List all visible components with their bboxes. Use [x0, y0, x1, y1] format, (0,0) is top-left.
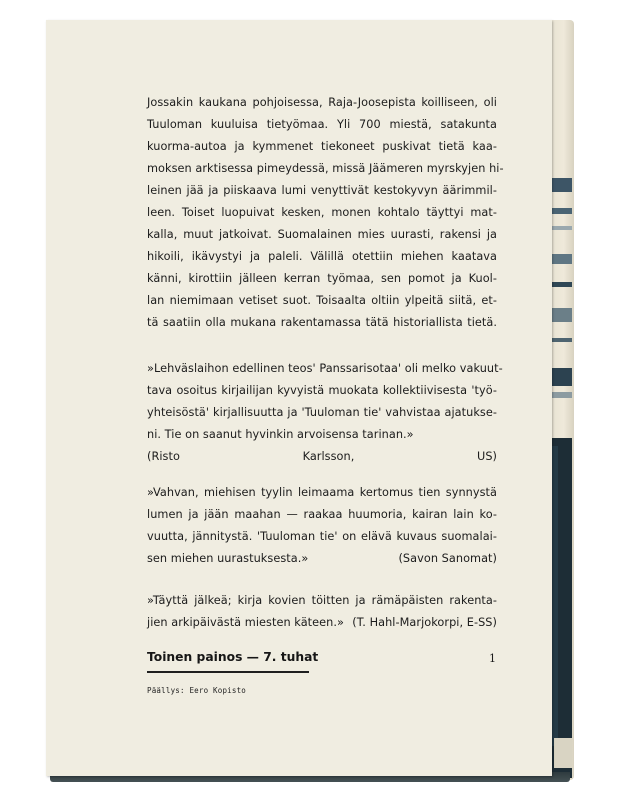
review-source: (Risto Karlsson, US): [147, 450, 497, 463]
review-line: sen miehen uurastuksesta.»: [147, 552, 309, 565]
review-source: (T. Hahl-Marjokorpi, E-SS): [352, 616, 497, 629]
print-number: 1: [489, 652, 496, 665]
blurb-line: Tuuloman kuuluisa tietyömaa. Yli 700 miestä, satakunta: [147, 118, 497, 131]
review-quote: [147, 482, 497, 570]
review-quote: [147, 358, 503, 468]
review-last-line: [147, 612, 497, 634]
blurb-line: hikoili, ikävystyi ja paleli. Välillä otettiin miehen kaatava: [147, 250, 497, 263]
review-line: »Täyttä jälkeä; kirja kovien töitten ja rämäpäisten rakenta-: [147, 594, 497, 607]
review-line: tava osoitus kirjailijan kyvyistä muokata kollektiivisesta 'työ-: [147, 384, 497, 397]
review-line: vuutta, jännitystä. 'Tuuloman tie' on elävä kuvaus suomalai-: [147, 530, 497, 543]
edition-label: Toinen painos — 7. tuhat: [147, 650, 319, 664]
blurb-line: leinen jää ja piiskaava lumi venyttivät kestokyvyn äärimmil-: [147, 184, 497, 197]
review-source: (Savon Sanomat): [398, 552, 497, 565]
blurb-line: tä saatiin olla mukana rakentamassa tätä historiallista tietä.: [147, 316, 497, 329]
blurb-line: Jossakin kaukana pohjoisessa, Raja-Joosepista koilliseen, oli: [147, 96, 497, 109]
blurb-paragraph: [147, 92, 504, 334]
review-line: ni. Tie on saanut hyvinkin arvoisensa tarinan.»: [147, 428, 414, 441]
review-last-line: [147, 548, 497, 570]
blurb-line: kalla, muut jatkoivat. Suomalainen mies uurasti, rakensi ja: [147, 228, 497, 241]
review-line: yhteisöstä' kirjallisuutta ja 'Tuuloman tie' vahvistaa ajatukse-: [147, 406, 497, 419]
blurb-line: lan niemimaan vetiset suot. Toisaalta oltiin ylpeitä siitä, et-: [147, 294, 497, 307]
edition-underline: [147, 671, 309, 673]
review-line: lumen ja jään maahan — raakaa huumoria, kairan lain ko-: [147, 508, 497, 521]
blurb-line: kuorma-autoa ja kymmenet tiekoneet puskivat tietä kaa-: [147, 140, 497, 153]
blurb-line: leen. Toiset luopuivat kesken, monen kohtalo täyttyi mat-: [147, 206, 497, 219]
review-quote: [147, 590, 497, 634]
review-line: jien arkipäivästä miesten käteen.»: [147, 616, 344, 629]
cover-designer-credit: Päällys: Eero Kopisto: [147, 686, 247, 695]
blurb-line: känni, kirottiin jälleen kerran työmaa, sen pomot ja Kuol-: [147, 272, 497, 285]
blurb-line: moksen arktisessa pimeydessä, missä Jäämeren myrskyjen hi-: [147, 162, 504, 175]
review-line: »Vahvan, miehisen tyylin leimaama kertomus tien synnystä: [147, 486, 497, 499]
review-line: »Lehväslaihon edellinen teos' Panssarisotaa' oli melko vakuut-: [147, 362, 503, 375]
